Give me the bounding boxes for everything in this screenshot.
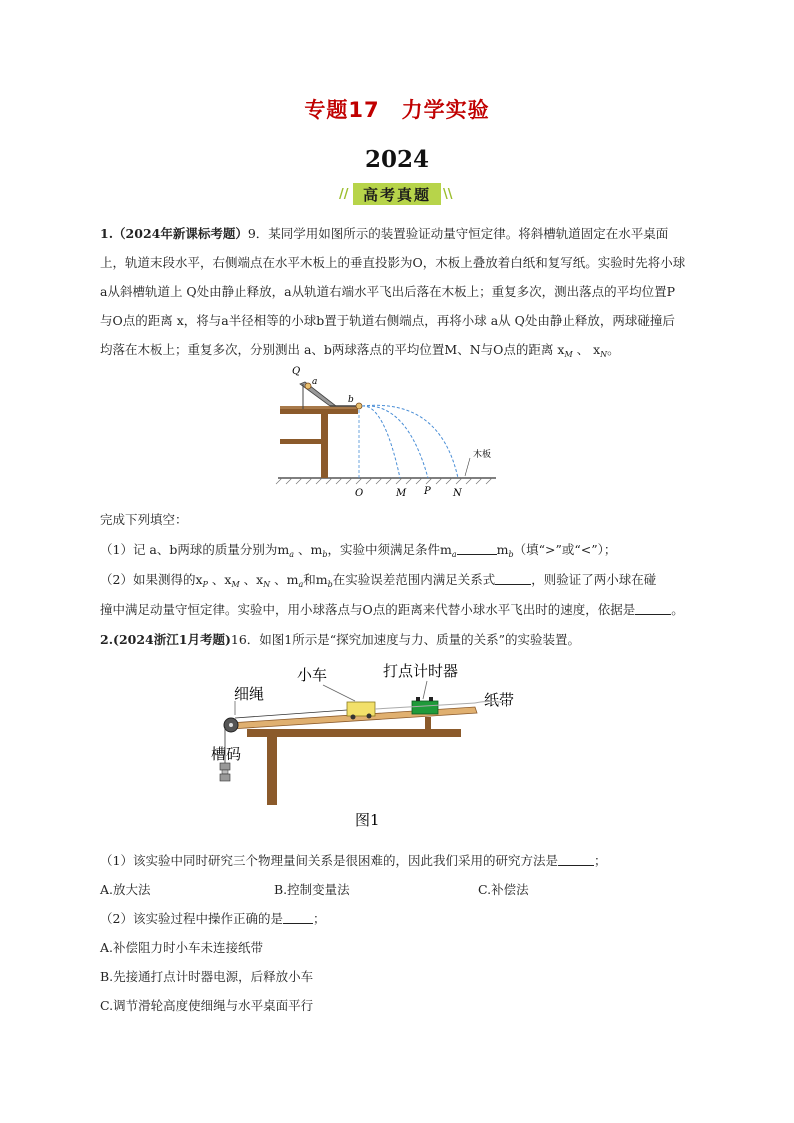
label-cart: 小车 bbox=[297, 666, 328, 684]
trajectory-n bbox=[362, 405, 458, 478]
cart bbox=[347, 702, 375, 716]
q1-s2-sub-m: M bbox=[231, 580, 240, 589]
q2-sub1 bbox=[100, 851, 606, 869]
page-title: 专题17 力学实验 bbox=[304, 98, 490, 122]
table-shelf bbox=[280, 439, 328, 444]
q1-s2-blank2[interactable] bbox=[635, 602, 671, 615]
label-rope: 细绳 bbox=[234, 685, 265, 703]
q2-s1-option-a[interactable]: A.放大法 bbox=[100, 882, 151, 897]
trajectory-m bbox=[362, 406, 400, 478]
weight-hook bbox=[222, 770, 228, 774]
q1-s2-end: 。 bbox=[671, 602, 684, 617]
label-b: b bbox=[348, 395, 354, 405]
q1-sub-m: M bbox=[564, 350, 573, 359]
timer bbox=[412, 701, 438, 714]
q1-line5 bbox=[100, 340, 620, 359]
timer-terminal-right bbox=[429, 697, 433, 701]
q1-sub2 bbox=[100, 570, 656, 589]
plank-support bbox=[425, 717, 431, 731]
q1-s1-d: m bbox=[496, 542, 509, 557]
q1-line5-b: 、 x bbox=[572, 342, 601, 357]
q2-stem bbox=[100, 630, 580, 648]
section-banner bbox=[339, 183, 455, 207]
q1-s1-sub-b: b bbox=[322, 550, 328, 559]
q1-prompt: 完成下列填空： bbox=[100, 512, 188, 527]
q2-s1-blank[interactable] bbox=[558, 853, 594, 866]
q2-s1-option-c[interactable]: C.补偿法 bbox=[478, 882, 529, 897]
ball-a bbox=[305, 383, 311, 389]
cart-wheel-right bbox=[367, 714, 372, 719]
collision-apparatus-figure bbox=[270, 360, 510, 500]
table-leg bbox=[321, 414, 328, 478]
label-q: Q bbox=[292, 366, 301, 377]
q2-sub2 bbox=[100, 909, 325, 927]
q2-s2-option-a[interactable]: A.补偿阻力时小车未连接纸带 bbox=[100, 940, 264, 955]
q2-s2-option-b[interactable]: B.先接通打点计时器电源，后释放小车 bbox=[100, 969, 314, 984]
q1-s2-sub-b: b bbox=[327, 580, 333, 589]
q1-sub-n: N bbox=[600, 350, 608, 359]
q2-s2-blank[interactable] bbox=[283, 911, 313, 924]
q1-s2-blank[interactable] bbox=[495, 572, 531, 585]
ball-b bbox=[356, 403, 362, 409]
q2-s2-end: ； bbox=[312, 911, 326, 926]
q2-s1-text: （1）该实验中同时研究三个物理量间关系是很困难的，因此我们采用的研究方法是 bbox=[100, 853, 558, 868]
timer-pointer bbox=[423, 681, 427, 699]
q2-s2-option-c[interactable]: C.调节滑轮高度使细绳与水平桌面平行 bbox=[100, 998, 314, 1013]
banner-text: 高考真题 bbox=[362, 186, 431, 204]
q1-line5-end: 。 bbox=[607, 342, 620, 357]
q1-s1-sub-a: a bbox=[289, 550, 295, 559]
label-timer: 打点计时器 bbox=[383, 662, 459, 680]
q1-line1-text: 9．某同学用如图所示的装置验证动量守恒定律。将斜槽轨道固定在水平桌面 bbox=[247, 226, 669, 241]
figure-caption: 图1 bbox=[355, 811, 380, 829]
q1-line2: 上，轨道末段水平，右侧端点在水平木板上的垂直投影为O，木板上叠放着白纸和复写纸。实验时先将小球 bbox=[100, 255, 686, 270]
board-pointer bbox=[465, 458, 470, 476]
label-n: N bbox=[453, 488, 462, 499]
label-tape: 纸带 bbox=[484, 691, 515, 709]
label-board: 木板 bbox=[473, 450, 492, 460]
q2-s1-end: ； bbox=[593, 853, 607, 868]
q1-s2-e: 和m bbox=[303, 572, 328, 587]
q1-s2-d: 、m bbox=[270, 572, 299, 587]
weight-2 bbox=[220, 774, 230, 781]
q1-line4: 与O点的距离 x，将与a半径相等的小球b置于轨道右侧端点，再将小球 a从 Q处由静止释放，两球碰撞后 bbox=[100, 313, 675, 328]
cart-wheel-left bbox=[351, 715, 356, 720]
q1-s2-f: 在实验误差范围内满足关系式 bbox=[332, 572, 496, 587]
ground-hatch bbox=[276, 478, 492, 484]
dynamics-apparatus-figure bbox=[205, 655, 535, 835]
q1-s1-sub-a2: a bbox=[451, 550, 457, 559]
label-a: a bbox=[312, 377, 318, 387]
year-heading: 2024 bbox=[364, 146, 429, 173]
label-o: O bbox=[355, 488, 364, 499]
q1-s2-sub-a: a bbox=[298, 580, 304, 589]
timer-terminal-left bbox=[416, 697, 420, 701]
label-p: P bbox=[424, 486, 431, 497]
q1-s2-b: 、x bbox=[207, 572, 232, 587]
q1-s2-g: ，则验证了两小球在碰 bbox=[531, 572, 657, 587]
q2-source: 2.(2024浙江1月考题) bbox=[100, 632, 231, 647]
q2-s2-text: （2）该实验过程中操作正确的是 bbox=[100, 911, 283, 926]
q1-s2-sub-p: P bbox=[202, 580, 208, 589]
label-m: M bbox=[396, 488, 407, 499]
q1-s2-a: （2）如果测得的x bbox=[100, 572, 203, 587]
q1-s1-a: （1）记 a、b两球的质量分别为m bbox=[100, 542, 290, 557]
q1-s1-c: ，实验中须满足条件m bbox=[327, 542, 452, 557]
q1-s2-line2-text: 撞中满足动量守恒定律。实验中，用小球落点与O点的距离来代替小球水平飞出时的速度，依据是 bbox=[100, 602, 636, 617]
q1-s1-blank[interactable] bbox=[457, 542, 497, 555]
q1-line5-a: 均落在木板上；重复多次，分别测出 a、b两球落点的平均位置M、N与O点的距离 x bbox=[100, 342, 565, 357]
q1-s1-sub-b2: b bbox=[508, 550, 514, 559]
q2-s1-option-b[interactable]: B.控制变量法 bbox=[274, 882, 350, 897]
q1-s2-c: 、x bbox=[239, 572, 264, 587]
q1-line3: a从斜槽轨道上 Q处由静止释放，a从轨道右端水平飞出后落在木板上；重复多次，测出落点的平均位置P bbox=[100, 284, 676, 299]
q1-s2-sub-n: N bbox=[263, 580, 271, 589]
q1-s1-e: （填“>”或“<”）； bbox=[513, 542, 617, 557]
banner-slash-left: // bbox=[339, 187, 349, 202]
q2-stem-text: 16．如图1所示是“探究加速度与力、质量的关系”的实验装置。 bbox=[230, 632, 581, 647]
weight-1 bbox=[220, 763, 230, 770]
q1-sub1 bbox=[100, 540, 616, 559]
label-weight: 槽码 bbox=[211, 745, 242, 763]
cart-pointer bbox=[323, 685, 355, 701]
banner-slash-right: \\ bbox=[443, 187, 453, 202]
q1-source: 1.（2024年新课标考题） bbox=[100, 226, 248, 241]
pulley-axle bbox=[229, 723, 233, 727]
q1-line1 bbox=[100, 224, 668, 242]
q1-s1-b: 、m bbox=[294, 542, 323, 557]
q1-sub2-line2 bbox=[100, 600, 684, 618]
table-top bbox=[280, 409, 358, 414]
trajectory-p bbox=[362, 406, 428, 478]
table-leg-2 bbox=[267, 737, 277, 805]
